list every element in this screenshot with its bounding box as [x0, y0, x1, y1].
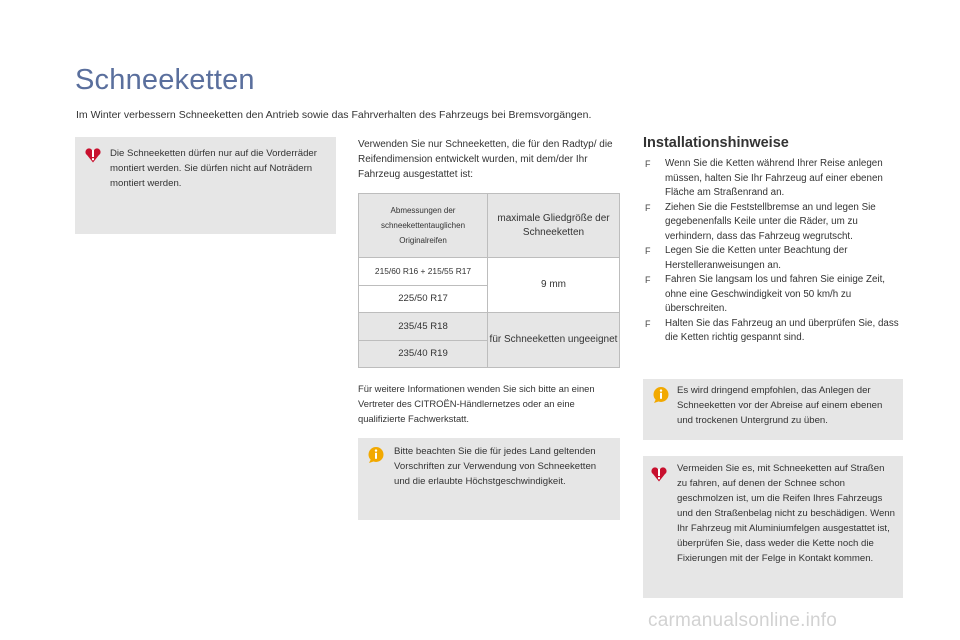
- list-item: [643, 273, 903, 317]
- dealer-info-text: Für weitere Informationen wenden Sie sich bitte an einen Vertreter des CITROËN-Händlernetzes oder an eine qualifizierte Fachwerkstatt.: [358, 383, 595, 424]
- chain-usage-text: Verwenden Sie nur Schneeketten, die für den Radtyp/ die Reifendimension entwickelt wurden, mit dem/der Ihr Fahrzeug ausgestattet ist:: [358, 139, 613, 180]
- table-cell-size: 215/60 R16 + 215/55 R17: [359, 258, 488, 285]
- table-cell-size: 235/45 R18: [359, 313, 488, 340]
- table-header-tire-sizes: Abmessungen der schneekettentauglichen Originalreifen: [359, 194, 488, 258]
- step-text: Ziehen Sie die Feststellbremse an und legen Sie gegebenenfalls Keile unter die Räder, um zu verhindern, dass das Fahrzeug wegrutscht.: [665, 201, 876, 242]
- table-cell-size: 225/50 R17: [359, 285, 488, 312]
- step-text: Halten Sie das Fahrzeug an und überprüfen Sie, dass die Ketten richtig gespannt sind.: [665, 317, 899, 343]
- table-header-row: [359, 194, 620, 258]
- table-cell-unsuitable: für Schneeketten ungeeignet: [488, 313, 620, 368]
- warning-box-road-surface: [643, 456, 903, 598]
- warning-icon: [85, 147, 101, 163]
- table-row: [359, 258, 620, 285]
- install-heading: Installationshinweise: [643, 135, 789, 151]
- bullet-marker: F: [645, 275, 651, 285]
- table-header-max-link: maximale Gliedgröße der Schneeketten: [488, 194, 620, 258]
- info-text: Es wird dringend empfohlen, das Anlegen der Schneeketten vor der Abreise auf einem ebenen und trockenen Untergrund zu üben.: [677, 385, 883, 426]
- intro-text: Im Winter verbessern Schneeketten den Antrieb sowie das Fahrverhalten des Fahrzeugs bei Bremsvorgängen.: [76, 109, 592, 121]
- list-item: [643, 201, 903, 245]
- table-cell-max-link: 9 mm: [488, 258, 620, 313]
- table-cell-size: 235/40 R19: [359, 340, 488, 368]
- step-text: Legen Sie die Ketten unter Beachtung der Herstelleranweisungen an.: [665, 245, 848, 271]
- step-text: Fahren Sie langsam los und fahren Sie einige Zeit, ohne eine Geschwindigkeit von 50 km/h zu überschreiten.: [665, 274, 886, 314]
- warning-text: Die Schneeketten dürfen nur auf die Vorderräder montiert werden. Sie dürfen nicht auf Noträdern montiert werden.: [110, 148, 317, 189]
- info-icon: [368, 447, 384, 463]
- table-row: [359, 313, 620, 340]
- list-item: [643, 157, 903, 201]
- list-item: [643, 317, 903, 346]
- warning-text: Vermeiden Sie es, mit Schneeketten auf Straßen zu fahren, auf denen der Schnee schon geschmolzen ist, um die Reifen Ihres Fahrzeugs und den Straßenbelag nicht zu beschädigen. Wenn Ihr Fahrzeug mit Aluminiumfelgen ausgestattet ist, überprüfen Sie, dass weder die Kette noch die Fixierungen mit der Felge in Kontakt kommen.: [677, 463, 895, 564]
- bullet-marker: F: [645, 202, 651, 213]
- info-box-practice: [643, 379, 903, 440]
- install-steps-list: [643, 157, 903, 346]
- info-text: Bitte beachten Sie die für jedes Land geltenden Vorschriften zur Verwendung von Schneeketten und die erlaubte Höchstgeschwindigkeit.: [394, 446, 597, 487]
- watermark: carmanualsonline.info: [648, 610, 838, 631]
- bullet-marker: F: [645, 246, 651, 256]
- info-box-regulations: [358, 438, 620, 520]
- bullet-marker: F: [645, 159, 651, 169]
- warning-box-front-wheels: [75, 137, 336, 234]
- step-text: Wenn Sie die Ketten während Ihrer Reise anlegen müssen, halten Sie Ihr Fahrzeug auf einer ebenen Fläche am Straßenrand an.: [665, 158, 883, 198]
- list-item: [643, 244, 903, 273]
- bullet-marker: F: [645, 318, 651, 329]
- page-title: Schneeketten: [75, 64, 255, 96]
- tire-chain-table: [358, 193, 620, 368]
- info-icon: [653, 387, 669, 403]
- warning-icon: [651, 466, 667, 482]
